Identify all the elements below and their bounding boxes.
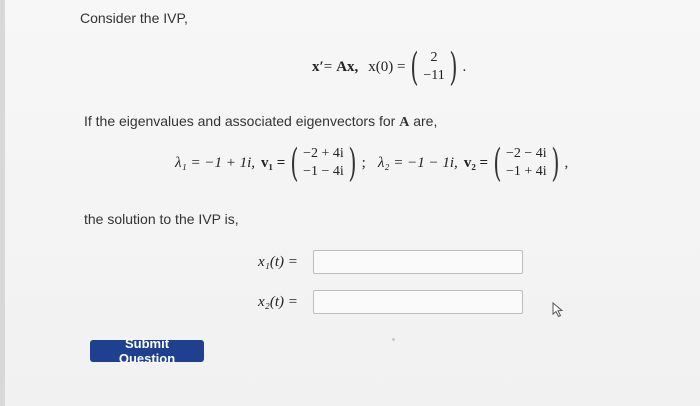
solution-intro: the solution to the IVP is, xyxy=(84,211,239,227)
ivp-initial-vector: ( 2 −11 ) xyxy=(410,45,458,89)
eigen-intro xyxy=(84,113,437,131)
ivp-rhs: Ax, xyxy=(336,58,359,75)
lambda1: λ₁ = −1 + 1i, xyxy=(175,154,255,171)
ivp-lhs: x′ xyxy=(312,58,324,75)
submit-question-button[interactable]: Submit Question xyxy=(90,340,204,362)
eigen-end: , xyxy=(564,154,569,171)
eigen-intro-pre: If the eigenvalues and associated eigenvectors for xyxy=(84,113,400,129)
v2-bottom: −1 + 4i xyxy=(505,164,547,179)
v2-top: −2 − 4i xyxy=(505,146,547,161)
x2-label: x₂(t) = xyxy=(258,294,298,310)
ivp-end: . xyxy=(462,58,467,75)
x1-label: x₁(t) = xyxy=(258,254,298,270)
x2-answer-input[interactable] xyxy=(313,290,523,314)
page-edge xyxy=(0,0,5,406)
v2-label: v₂ = xyxy=(463,154,489,171)
x1-answer-input[interactable] xyxy=(313,250,523,274)
ivp-equation xyxy=(312,44,466,90)
ivp-initial-condition: x(0) = xyxy=(368,58,406,75)
eigen-separator: ; xyxy=(361,154,366,171)
v1-bottom: −1 − 4i xyxy=(303,164,344,179)
ivp-ic-top: 2 xyxy=(430,50,438,65)
ivp-ic-bottom: −11 xyxy=(423,68,445,83)
v1-vector: ( −2 + 4i −1 − 4i ) xyxy=(290,141,357,185)
eigen-line xyxy=(175,140,568,186)
eigen-intro-post: are, xyxy=(409,113,438,129)
intro-text: Consider the IVP, xyxy=(80,10,188,26)
lambda2: λ₂ = −1 − 1i, xyxy=(377,154,458,171)
v1-label: v₁ = xyxy=(261,154,286,171)
ivp-eq: = xyxy=(323,58,333,75)
eigen-intro-matrix: A xyxy=(399,115,410,130)
decorative-dot xyxy=(392,338,395,341)
mouse-pointer-icon xyxy=(552,302,564,318)
v2-vector: ( −2 − 4i −1 + 4i ) xyxy=(493,141,560,185)
v1-top: −2 + 4i xyxy=(303,146,344,161)
